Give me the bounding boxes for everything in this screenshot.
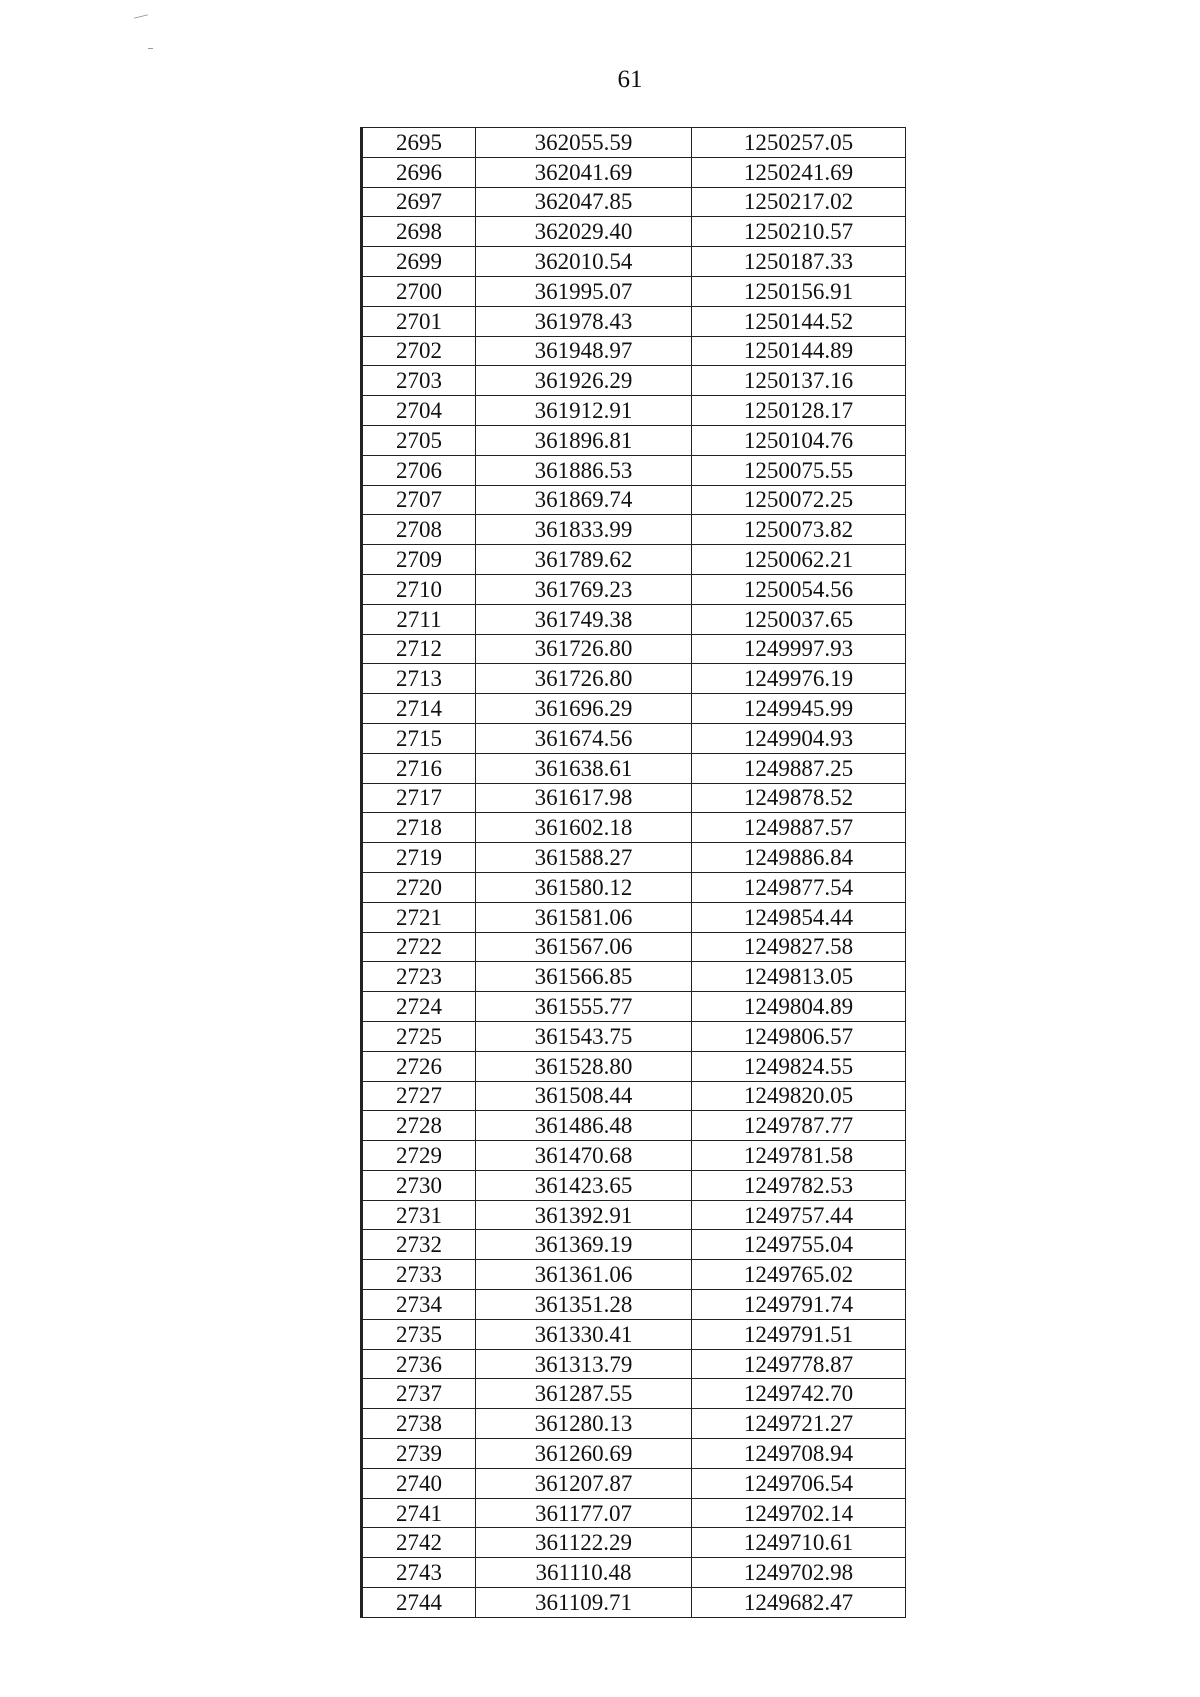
x-coordinate-cell: 361726.80 [476, 634, 692, 664]
table-row [362, 1081, 906, 1111]
x-coordinate-cell: 361287.55 [476, 1379, 692, 1409]
point-number-cell: 2724 [362, 992, 476, 1022]
table-row [362, 783, 906, 813]
x-coordinate-cell: 361978.43 [476, 306, 692, 336]
y-coordinate-cell: 1249806.57 [692, 1021, 906, 1051]
x-coordinate-cell: 361109.71 [476, 1588, 692, 1618]
y-coordinate-cell: 1249878.52 [692, 783, 906, 813]
y-coordinate-cell: 1250241.69 [692, 157, 906, 187]
table-row [362, 425, 906, 455]
point-number-cell: 2699 [362, 247, 476, 277]
x-coordinate-cell: 361423.65 [476, 1170, 692, 1200]
y-coordinate-cell: 1249820.05 [692, 1081, 906, 1111]
y-coordinate-cell: 1250217.02 [692, 187, 906, 217]
x-coordinate-cell: 362055.59 [476, 128, 692, 158]
x-coordinate-cell: 361726.80 [476, 664, 692, 694]
x-coordinate-cell: 361896.81 [476, 425, 692, 455]
point-number-cell: 2708 [362, 515, 476, 545]
x-coordinate-cell: 361833.99 [476, 515, 692, 545]
x-coordinate-cell: 362010.54 [476, 247, 692, 277]
y-coordinate-cell: 1249706.54 [692, 1468, 906, 1498]
x-coordinate-cell: 361674.56 [476, 723, 692, 753]
y-coordinate-cell: 1249721.27 [692, 1409, 906, 1439]
table-row [362, 1230, 906, 1260]
table-row [362, 1409, 906, 1439]
x-coordinate-cell: 361330.41 [476, 1319, 692, 1349]
x-coordinate-cell: 361361.06 [476, 1260, 692, 1290]
x-coordinate-cell: 361789.62 [476, 545, 692, 575]
page-number: 61 [617, 66, 643, 93]
table-row [362, 1170, 906, 1200]
table-row [362, 574, 906, 604]
x-coordinate-cell: 361543.75 [476, 1021, 692, 1051]
table-row [362, 485, 906, 515]
x-coordinate-cell: 361392.91 [476, 1200, 692, 1230]
x-coordinate-cell: 361995.07 [476, 276, 692, 306]
x-coordinate-cell: 361912.91 [476, 396, 692, 426]
table-row [362, 1588, 906, 1618]
y-coordinate-cell: 1249708.94 [692, 1439, 906, 1469]
point-number-cell: 2725 [362, 1021, 476, 1051]
point-number-cell: 2703 [362, 366, 476, 396]
table-row [362, 515, 906, 545]
x-coordinate-cell: 361567.06 [476, 932, 692, 962]
table-row [362, 276, 906, 306]
table-row [362, 545, 906, 575]
table-row [362, 813, 906, 843]
y-coordinate-cell: 1249887.25 [692, 753, 906, 783]
table-row [362, 664, 906, 694]
point-number-cell: 2744 [362, 1588, 476, 1618]
table-row [362, 902, 906, 932]
y-coordinate-cell: 1249757.44 [692, 1200, 906, 1230]
x-coordinate-cell: 361470.68 [476, 1141, 692, 1171]
y-coordinate-cell: 1249778.87 [692, 1349, 906, 1379]
point-number-cell: 2701 [362, 306, 476, 336]
point-number-cell: 2741 [362, 1498, 476, 1528]
y-coordinate-cell: 1249997.93 [692, 634, 906, 664]
point-number-cell: 2711 [362, 604, 476, 634]
y-coordinate-cell: 1250210.57 [692, 217, 906, 247]
point-number-cell: 2710 [362, 574, 476, 604]
table-row [362, 634, 906, 664]
table-row [362, 187, 906, 217]
table-row [362, 1319, 906, 1349]
y-coordinate-cell: 1250144.89 [692, 336, 906, 366]
table-row [362, 932, 906, 962]
point-number-cell: 2719 [362, 843, 476, 873]
point-number-cell: 2736 [362, 1349, 476, 1379]
x-coordinate-cell: 361122.29 [476, 1528, 692, 1558]
y-coordinate-cell: 1249827.58 [692, 932, 906, 962]
y-coordinate-cell: 1249682.47 [692, 1588, 906, 1618]
y-coordinate-cell: 1250257.05 [692, 128, 906, 158]
y-coordinate-cell: 1249854.44 [692, 902, 906, 932]
point-number-cell: 2729 [362, 1141, 476, 1171]
y-coordinate-cell: 1249782.53 [692, 1170, 906, 1200]
y-coordinate-cell: 1249886.84 [692, 843, 906, 873]
table-row [362, 1468, 906, 1498]
table-row [362, 247, 906, 277]
point-number-cell: 2698 [362, 217, 476, 247]
y-coordinate-cell: 1249702.98 [692, 1558, 906, 1588]
y-coordinate-cell: 1249702.14 [692, 1498, 906, 1528]
point-number-cell: 2735 [362, 1319, 476, 1349]
y-coordinate-cell: 1249804.89 [692, 992, 906, 1022]
table-body [362, 128, 906, 1618]
y-coordinate-cell: 1250075.55 [692, 455, 906, 485]
y-coordinate-cell: 1250144.52 [692, 306, 906, 336]
y-coordinate-cell: 1250156.91 [692, 276, 906, 306]
table-row [362, 1439, 906, 1469]
x-coordinate-cell: 361566.85 [476, 962, 692, 992]
x-coordinate-cell: 361886.53 [476, 455, 692, 485]
point-number-cell: 2731 [362, 1200, 476, 1230]
x-coordinate-cell: 361696.29 [476, 694, 692, 724]
x-coordinate-cell: 361588.27 [476, 843, 692, 873]
point-number-cell: 2739 [362, 1439, 476, 1469]
point-number-cell: 2730 [362, 1170, 476, 1200]
point-number-cell: 2723 [362, 962, 476, 992]
table-row [362, 1528, 906, 1558]
table-row [362, 396, 906, 426]
table-row [362, 1290, 906, 1320]
x-coordinate-cell: 361581.06 [476, 902, 692, 932]
x-coordinate-cell: 361926.29 [476, 366, 692, 396]
point-number-cell: 2734 [362, 1290, 476, 1320]
y-coordinate-cell: 1249781.58 [692, 1141, 906, 1171]
table-row [362, 157, 906, 187]
point-number-cell: 2714 [362, 694, 476, 724]
point-number-cell: 2726 [362, 1051, 476, 1081]
x-coordinate-cell: 361313.79 [476, 1349, 692, 1379]
y-coordinate-cell: 1249976.19 [692, 664, 906, 694]
table-row [362, 962, 906, 992]
point-number-cell: 2740 [362, 1468, 476, 1498]
point-number-cell: 2732 [362, 1230, 476, 1260]
point-number-cell: 2718 [362, 813, 476, 843]
table-row [362, 723, 906, 753]
y-coordinate-cell: 1250104.76 [692, 425, 906, 455]
y-coordinate-cell: 1249904.93 [692, 723, 906, 753]
x-coordinate-cell: 361638.61 [476, 753, 692, 783]
table-row [362, 1021, 906, 1051]
y-coordinate-cell: 1249824.55 [692, 1051, 906, 1081]
point-number-cell: 2728 [362, 1111, 476, 1141]
table-row [362, 694, 906, 724]
table-row [362, 217, 906, 247]
x-coordinate-cell: 361110.48 [476, 1558, 692, 1588]
x-coordinate-cell: 361555.77 [476, 992, 692, 1022]
x-coordinate-cell: 361749.38 [476, 604, 692, 634]
y-coordinate-cell: 1249787.77 [692, 1111, 906, 1141]
table-row [362, 1111, 906, 1141]
y-coordinate-cell: 1250037.65 [692, 604, 906, 634]
y-coordinate-cell: 1250073.82 [692, 515, 906, 545]
table-row [362, 753, 906, 783]
x-coordinate-cell: 361617.98 [476, 783, 692, 813]
x-coordinate-cell: 361602.18 [476, 813, 692, 843]
y-coordinate-cell: 1249765.02 [692, 1260, 906, 1290]
point-number-cell: 2737 [362, 1379, 476, 1409]
point-number-cell: 2721 [362, 902, 476, 932]
point-number-cell: 2720 [362, 872, 476, 902]
coordinates-table [360, 127, 906, 1618]
x-coordinate-cell: 361508.44 [476, 1081, 692, 1111]
y-coordinate-cell: 1250072.25 [692, 485, 906, 515]
x-coordinate-cell: 361207.87 [476, 1468, 692, 1498]
x-coordinate-cell: 361528.80 [476, 1051, 692, 1081]
y-coordinate-cell: 1249755.04 [692, 1230, 906, 1260]
table-row [362, 872, 906, 902]
point-number-cell: 2696 [362, 157, 476, 187]
x-coordinate-cell: 362029.40 [476, 217, 692, 247]
x-coordinate-cell: 361769.23 [476, 574, 692, 604]
y-coordinate-cell: 1249887.57 [692, 813, 906, 843]
table-row [362, 336, 906, 366]
y-coordinate-cell: 1249742.70 [692, 1379, 906, 1409]
point-number-cell: 2733 [362, 1260, 476, 1290]
table-row [362, 1200, 906, 1230]
point-number-cell: 2704 [362, 396, 476, 426]
table-row [362, 992, 906, 1022]
table-row [362, 843, 906, 873]
point-number-cell: 2709 [362, 545, 476, 575]
table-row [362, 455, 906, 485]
point-number-cell: 2705 [362, 425, 476, 455]
table-row [362, 1558, 906, 1588]
y-coordinate-cell: 1249791.74 [692, 1290, 906, 1320]
point-number-cell: 2707 [362, 485, 476, 515]
point-number-cell: 2697 [362, 187, 476, 217]
scan-mark [134, 14, 148, 18]
x-coordinate-cell: 361177.07 [476, 1498, 692, 1528]
y-coordinate-cell: 1250128.17 [692, 396, 906, 426]
point-number-cell: 2715 [362, 723, 476, 753]
x-coordinate-cell: 362041.69 [476, 157, 692, 187]
y-coordinate-cell: 1250054.56 [692, 574, 906, 604]
x-coordinate-cell: 361351.28 [476, 1290, 692, 1320]
x-coordinate-cell: 361869.74 [476, 485, 692, 515]
y-coordinate-cell: 1249877.54 [692, 872, 906, 902]
y-coordinate-cell: 1250187.33 [692, 247, 906, 277]
x-coordinate-cell: 361948.97 [476, 336, 692, 366]
table-row [362, 1260, 906, 1290]
y-coordinate-cell: 1250137.16 [692, 366, 906, 396]
x-coordinate-cell: 361486.48 [476, 1111, 692, 1141]
y-coordinate-cell: 1249791.51 [692, 1319, 906, 1349]
point-number-cell: 2695 [362, 128, 476, 158]
table-row [362, 604, 906, 634]
table-row [362, 1349, 906, 1379]
point-number-cell: 2743 [362, 1558, 476, 1588]
table-row [362, 1051, 906, 1081]
point-number-cell: 2716 [362, 753, 476, 783]
y-coordinate-cell: 1249710.61 [692, 1528, 906, 1558]
x-coordinate-cell: 361280.13 [476, 1409, 692, 1439]
point-number-cell: 2742 [362, 1528, 476, 1558]
point-number-cell: 2702 [362, 336, 476, 366]
point-number-cell: 2713 [362, 664, 476, 694]
point-number-cell: 2738 [362, 1409, 476, 1439]
table-row [362, 1498, 906, 1528]
y-coordinate-cell: 1249813.05 [692, 962, 906, 992]
x-coordinate-cell: 361580.12 [476, 872, 692, 902]
y-coordinate-cell: 1250062.21 [692, 545, 906, 575]
y-coordinate-cell: 1249945.99 [692, 694, 906, 724]
point-number-cell: 2706 [362, 455, 476, 485]
table-row [362, 1141, 906, 1171]
point-number-cell: 2722 [362, 932, 476, 962]
table-row [362, 1379, 906, 1409]
x-coordinate-cell: 361260.69 [476, 1439, 692, 1469]
table-row [362, 306, 906, 336]
table-row [362, 366, 906, 396]
x-coordinate-cell: 362047.85 [476, 187, 692, 217]
point-number-cell: 2727 [362, 1081, 476, 1111]
point-number-cell: 2712 [362, 634, 476, 664]
table-row [362, 128, 906, 158]
point-number-cell: 2717 [362, 783, 476, 813]
x-coordinate-cell: 361369.19 [476, 1230, 692, 1260]
scan-mark [148, 48, 153, 49]
point-number-cell: 2700 [362, 276, 476, 306]
